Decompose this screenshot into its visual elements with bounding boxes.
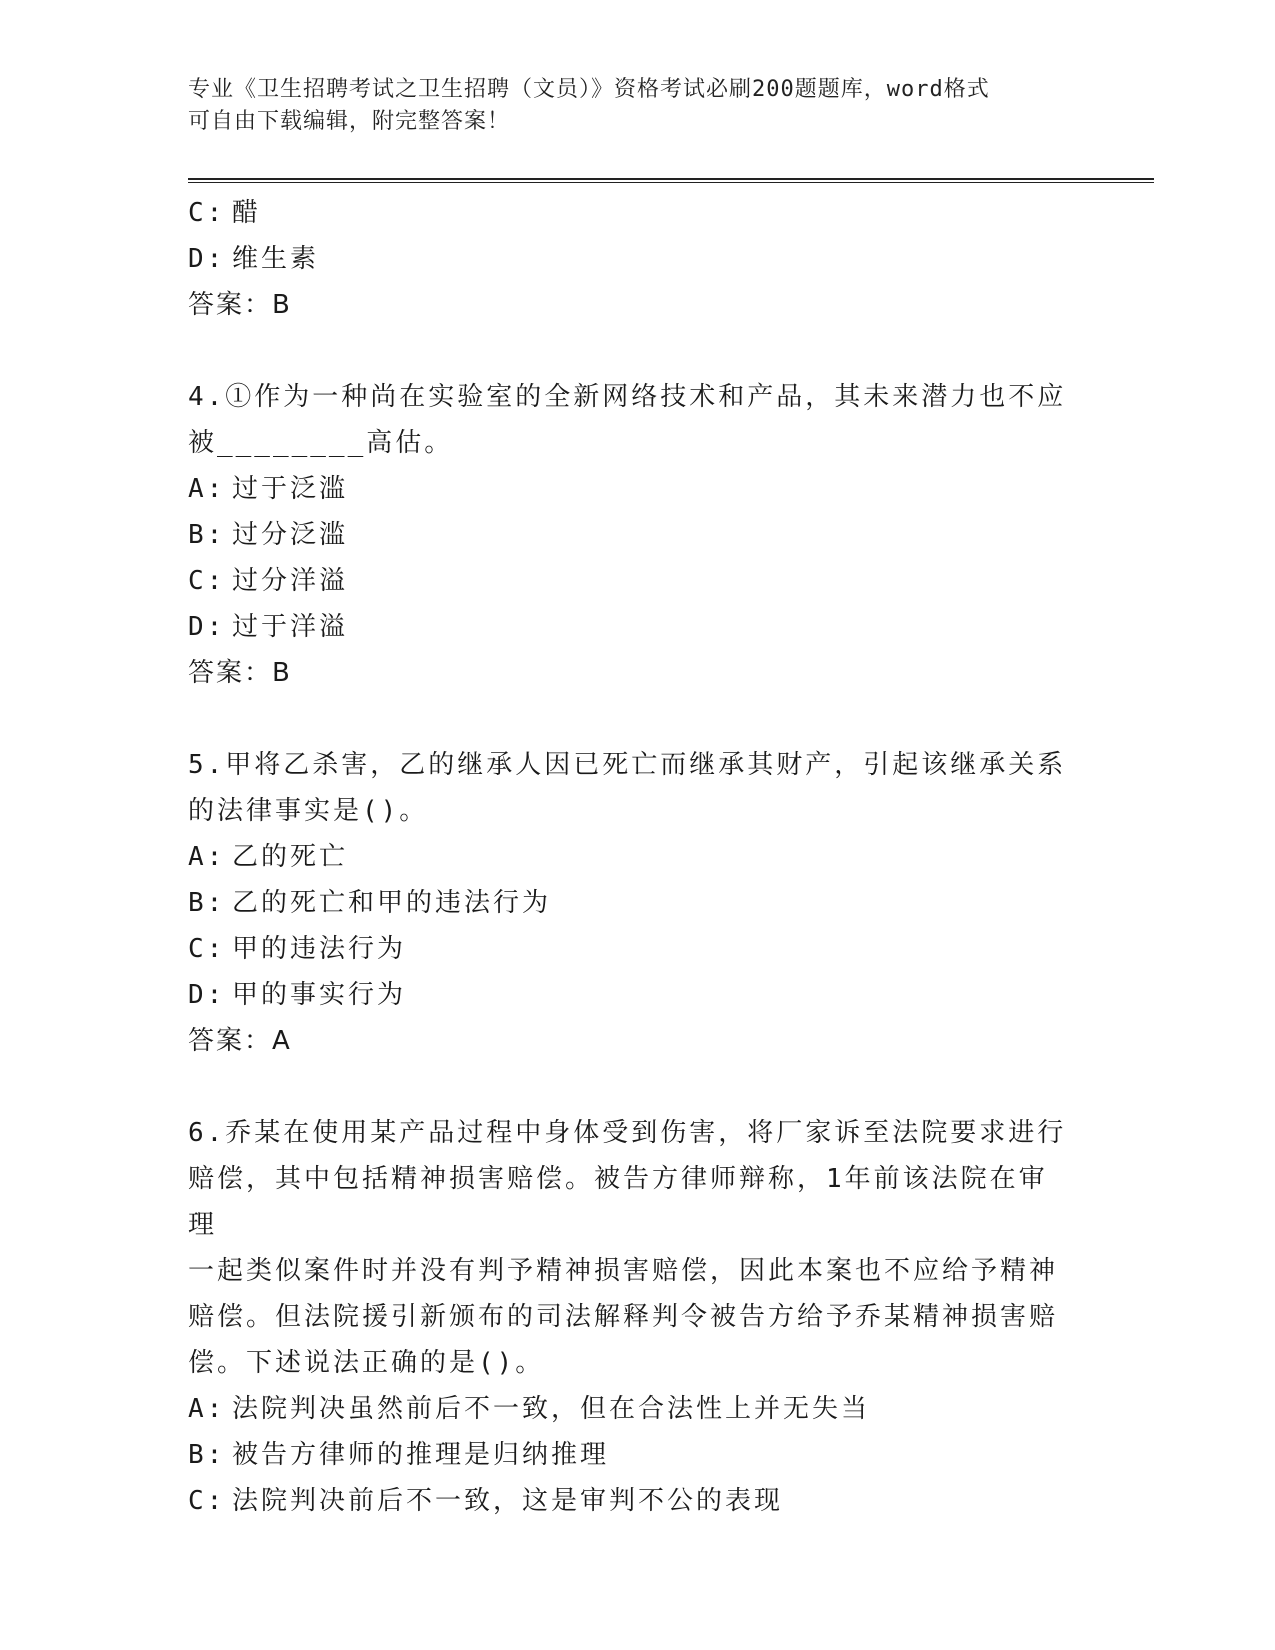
question-content	[188, 190, 1088, 1524]
question-6	[188, 1110, 1088, 1524]
document-header	[188, 74, 1068, 138]
option-d: D: 甲的事实行为	[188, 980, 407, 1010]
question-stem: 4.①作为一种尚在实验室的全新网络技术和产品，其未来潜力也不应 被________高估。	[188, 382, 1067, 458]
question-4	[188, 374, 1088, 696]
question-3-tail	[188, 190, 1088, 328]
question-stem: 5.甲将乙杀害，乙的继承人因已死亡而继承其财产，引起该继承关系 的法律事实是()。	[188, 750, 1067, 826]
header-divider-thick	[188, 178, 1154, 180]
header-divider-thin	[188, 182, 1154, 183]
header-line-1: 专业《卫生招聘考试之卫生招聘（文员）》资格考试必刷200题题库，word格式	[188, 77, 990, 102]
option-c: C: 过分洋溢	[188, 566, 349, 596]
option-c: C: 醋	[188, 198, 262, 228]
option-a: A: 乙的死亡	[188, 842, 349, 872]
option-a: A: 法院判决虽然前后不一致，但在合法性上并无失当	[188, 1394, 871, 1424]
option-b: B: 过分泛滥	[188, 520, 349, 550]
option-d: D: 过于洋溢	[188, 612, 349, 642]
option-a: A: 过于泛滥	[188, 474, 349, 504]
question-5	[188, 742, 1088, 1064]
answer-line: 答案：B	[188, 290, 292, 320]
answer-line: 答案：A	[188, 1026, 292, 1056]
option-c: C: 甲的违法行为	[188, 934, 407, 964]
option-b: B: 被告方律师的推理是归纳推理	[188, 1440, 610, 1470]
option-b: B: 乙的死亡和甲的违法行为	[188, 888, 552, 918]
header-line-2: 可自由下载编辑，附完整答案！	[188, 109, 511, 134]
answer-line: 答案：B	[188, 658, 292, 688]
option-c: C: 法院判决前后不一致，这是审判不公的表现	[188, 1486, 784, 1516]
question-stem: 6.乔某在使用某产品过程中身体受到伤害，将厂家诉至法院要求进行 赔偿，其中包括精神损害赔偿。被告方律师辩称，1年前该法院在审理 一起类似案件时并没有判予精神损害赔偿，因此本案也不应给予精神 赔偿。但法院援引新颁布的司法解释判令被告方给予乔某精神损害赔 偿。下述说法正确的是()。	[188, 1118, 1067, 1378]
option-d: D: 维生素	[188, 244, 320, 274]
